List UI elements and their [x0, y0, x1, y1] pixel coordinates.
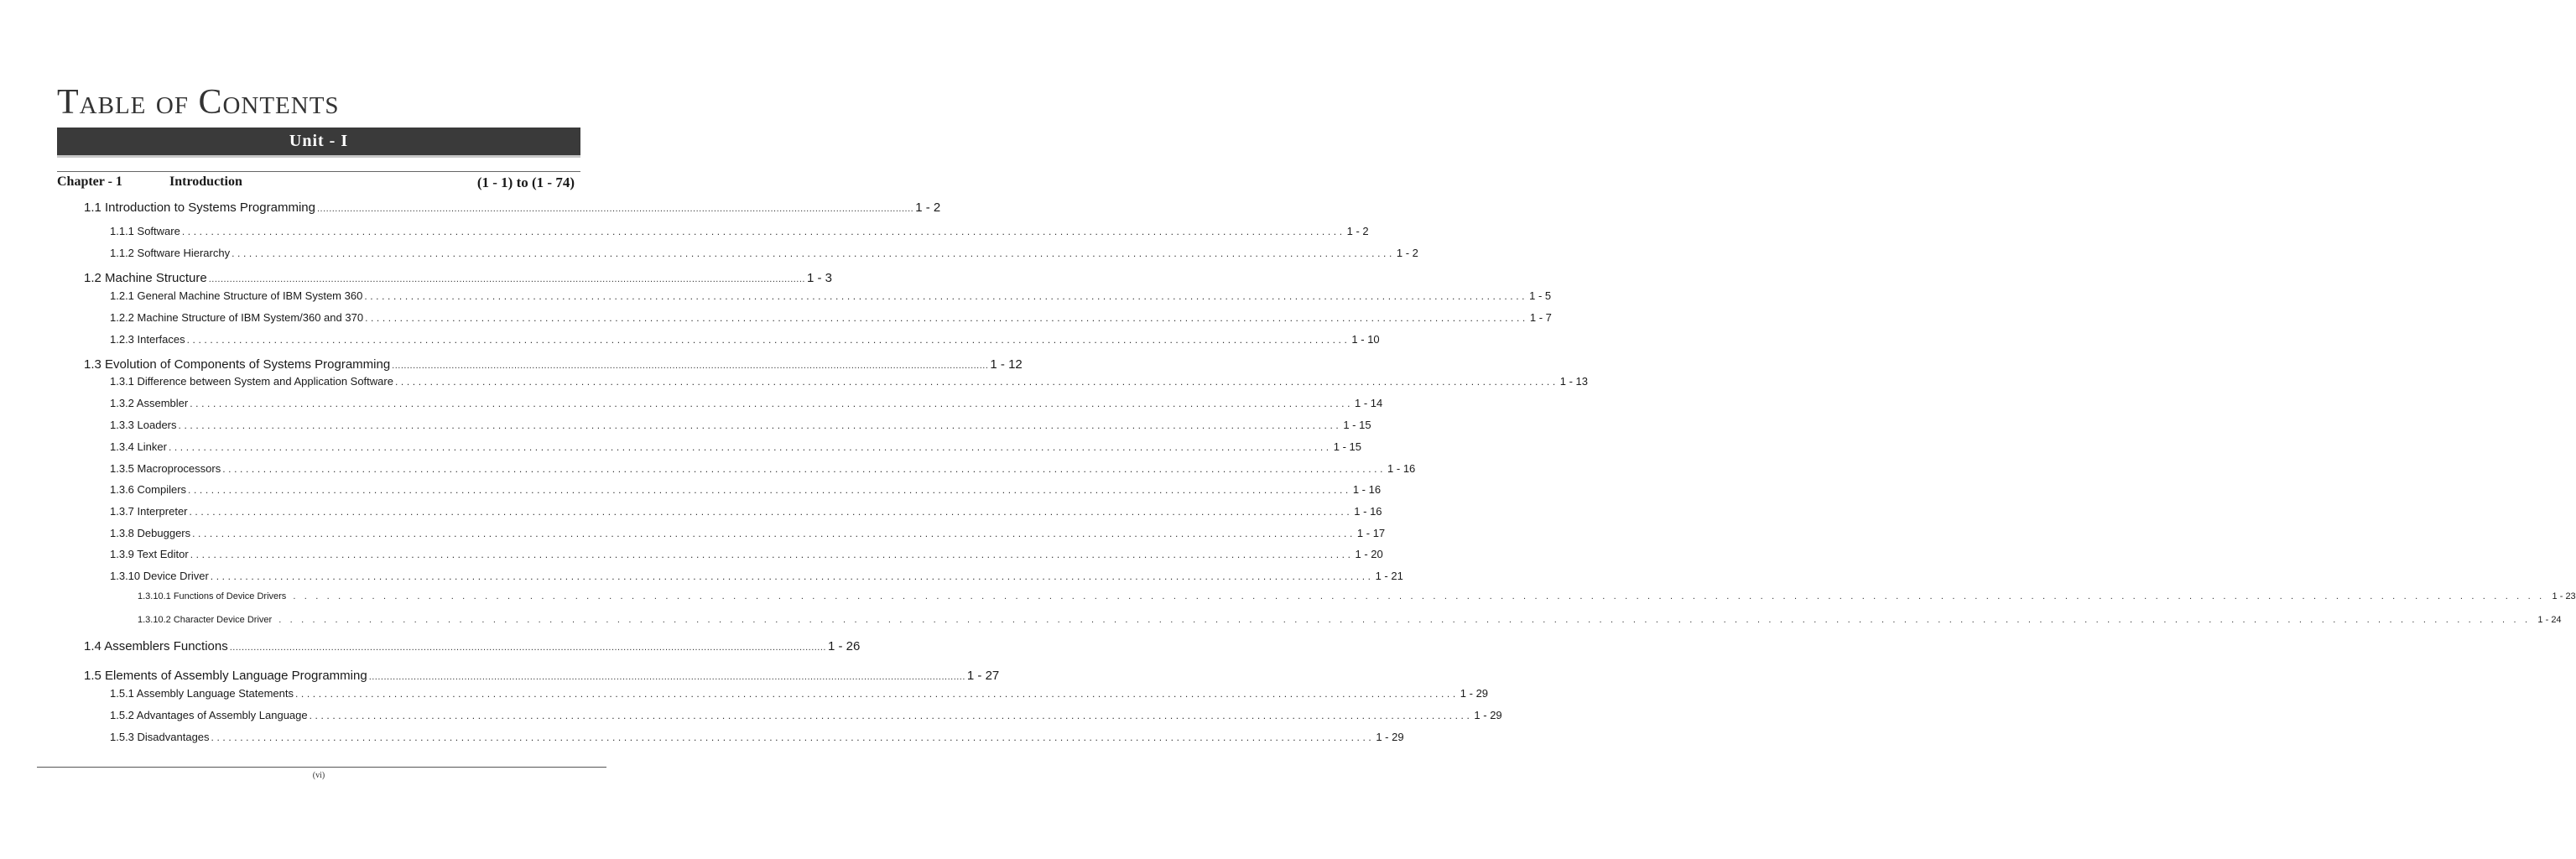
toc-entry — [110, 375, 1589, 388]
footer-rule — [37, 767, 606, 768]
toc-entry-page: 1 - 26 — [827, 639, 861, 653]
toc-entry — [110, 462, 1416, 475]
toc-entry — [84, 639, 861, 653]
toc-entry-title: 1.5 Elements of Assembly Language Programming — [84, 669, 367, 683]
toc-entry — [138, 591, 2576, 601]
toc-entry-page: 1 - 15 — [1333, 440, 1361, 453]
toc-entry-title: 1.1 Introduction to Systems Programming — [84, 200, 315, 215]
toc-entry-title: 1.5.3 Disadvantages — [110, 731, 210, 743]
toc-entry-page: 1 - 20 — [1355, 548, 1383, 560]
toc-entry-page: 1 - 3 — [806, 271, 832, 285]
toc-entry-title: 1.3.8 Debuggers — [110, 527, 191, 539]
toc-entry-title: 1.3.10.2 Character Device Driver — [138, 615, 273, 625]
toc-leader-dots: ........................................................................................................................................................................................................ — [211, 731, 1375, 743]
toc-entry — [84, 200, 941, 215]
toc-entry-title: 1.1.1 Software — [110, 225, 180, 237]
toc-entry — [110, 731, 1404, 743]
toc-leader-dots: ........................................................................................................................................................................................................ — [294, 688, 1459, 700]
toc-entry — [110, 247, 1418, 259]
toc-leader-dots: ........................................................................................................................................................................................................ — [368, 672, 965, 682]
toc-entry — [110, 289, 1552, 302]
toc-entry-title: 1.3.3 Loaders — [110, 419, 177, 431]
toc-leader-dots: ........................................................................................................................................................................................................ — [178, 419, 1342, 431]
toc-entry-page: 1 - 2 — [915, 200, 941, 215]
toc-entry-title: 1.2.1 General Machine Structure of IBM System 360 — [110, 289, 363, 302]
toc-entry-page: 1 - 27 — [966, 669, 1000, 683]
toc-entry-page: 1 - 16 — [1354, 505, 1382, 518]
chapter-number: Chapter - 1 — [57, 174, 122, 189]
toc-entry — [110, 333, 1380, 346]
toc-leader-dots: ........................................................................................................................................................................................................ — [394, 376, 1559, 388]
page-title: Table of Contents — [57, 83, 340, 122]
toc-entry — [110, 483, 1382, 496]
toc-entry — [84, 669, 1000, 683]
toc-entry-page: 1 - 23 — [2552, 591, 2576, 601]
toc-leader-dots: ........................................................................................................................................................................................................ — [168, 441, 1332, 453]
toc-leader-dots: ........................................................................................................................................................................................................ — [190, 549, 1354, 560]
toc-entry — [110, 397, 1383, 409]
toc-leader-dots: ........................................................................................................................................................................................................ — [190, 398, 1354, 409]
toc-entry-title: 1.3.10.1 Functions of Device Drivers — [138, 591, 287, 601]
toc-entry-title: 1.3.6 Compilers — [110, 483, 187, 496]
toc-entry-page: 1 - 21 — [1375, 570, 1403, 582]
toc-entry-title: 1.5.1 Assembly Language Statements — [110, 687, 294, 700]
toc-entry — [110, 505, 1382, 518]
toc-entry — [110, 687, 1489, 700]
toc-entry-page: 1 - 2 — [1396, 247, 1418, 259]
toc-entry — [138, 615, 2562, 625]
toc-entry — [110, 225, 1369, 237]
toc-entry-page: 1 - 24 — [2537, 615, 2562, 625]
toc-leader-dots: ........................................................................................................................................................................................................ — [293, 591, 2551, 601]
toc-entry-title: 1.2.3 Interfaces — [110, 333, 185, 346]
toc-entry-page: 1 - 29 — [1460, 687, 1489, 700]
toc-leader-dots: ........................................................................................................................................................................................................ — [210, 570, 1374, 582]
toc-entry-page: 1 - 13 — [1559, 375, 1589, 388]
toc-entry — [84, 271, 832, 285]
toc-entry-page: 1 - 16 — [1352, 483, 1382, 496]
toc-entry-page: 1 - 5 — [1529, 289, 1552, 302]
toc-entry-title: 1.1.2 Software Hierarchy — [110, 247, 231, 259]
toc-entry-page: 1 - 2 — [1346, 225, 1369, 237]
toc-entry — [84, 357, 1023, 372]
toc-entry-title: 1.2 Machine Structure — [84, 271, 207, 285]
toc-entry — [110, 311, 1552, 324]
toc-entry-title: 1.3.5 Macroprocessors — [110, 462, 221, 475]
chapter-name: Introduction — [169, 174, 242, 189]
toc-leader-dots: ........................................................................................................................................................................................................ — [364, 290, 1528, 302]
toc-leader-dots: ........................................................................................................................................................................................................ — [229, 643, 826, 653]
toc-leader-dots: ........................................................................................................................................................................................................ — [365, 312, 1528, 324]
toc-leader-dots: ........................................................................................................................................................................................................ — [222, 463, 1387, 475]
toc-entry-page: 1 - 17 — [1356, 527, 1386, 539]
toc-entry — [110, 709, 1502, 721]
toc-leader-dots: ........................................................................................................................................................................................................ — [309, 710, 1473, 721]
toc-entry-title: 1.3.2 Assembler — [110, 397, 189, 409]
toc-entry — [110, 527, 1386, 539]
toc-entry-page: 1 - 29 — [1474, 709, 1502, 721]
toc-entry-page: 1 - 14 — [1355, 397, 1383, 409]
toc-entry-title: 1.3.10 Device Driver — [110, 570, 209, 582]
toc-leader-dots: ........................................................................................................................................................................................................ — [192, 528, 1356, 539]
toc-leader-dots: ........................................................................................................................................................................................................ — [181, 226, 1345, 237]
toc-leader-dots: ........................................................................................................................................................................................................ — [189, 506, 1353, 518]
toc-entry-title: 1.4 Assemblers Functions — [84, 639, 228, 653]
toc-leader-dots: ........................................................................................................................................................................................................ — [392, 361, 989, 371]
toc-entry-page: 1 - 7 — [1529, 311, 1552, 324]
unit-banner — [57, 128, 580, 158]
toc-entry-title: 1.3 Evolution of Components of Systems Programming — [84, 357, 391, 372]
toc-leader-dots: ........................................................................................................................................................................................................ — [188, 484, 1351, 496]
toc-entry — [110, 548, 1383, 560]
page-folio: (vi) — [312, 771, 325, 780]
toc-entry-title: 1.5.2 Advantages of Assembly Language — [110, 709, 308, 721]
toc-leader-dots: ........................................................................................................................................................................................................ — [316, 204, 914, 214]
chapter-heading — [57, 171, 580, 193]
toc-leader-dots: ........................................................................................................................................................................................................ — [186, 334, 1350, 346]
toc-entry-title: 1.2.2 Machine Structure of IBM System/360 and 370 — [110, 311, 364, 324]
chapter-page-range: (1 - 1) to (1 - 74) — [476, 174, 575, 190]
toc-entry-title: 1.3.7 Interpreter — [110, 505, 188, 518]
toc-entry-page: 1 - 16 — [1387, 462, 1416, 475]
toc-entry — [110, 570, 1403, 582]
toc-entry — [110, 440, 1361, 453]
toc-entry-title: 1.3.4 Linker — [110, 440, 167, 453]
toc-entry — [110, 419, 1371, 431]
toc-entry-title: 1.3.9 Text Editor — [110, 548, 189, 560]
toc-leader-dots: ........................................................................................................................................................................................................ — [208, 274, 805, 284]
toc-entry-title: 1.3.1 Difference between System and Application Software — [110, 375, 393, 388]
toc-entry-page: 1 - 15 — [1343, 419, 1371, 431]
toc-entry-page: 1 - 10 — [1351, 333, 1380, 346]
unit-label: Unit - I — [289, 132, 349, 150]
toc-leader-dots: ........................................................................................................................................................................................................ — [232, 247, 1395, 259]
toc-leader-dots: ........................................................................................................................................................................................................ — [278, 615, 2537, 625]
toc-entry-page: 1 - 12 — [990, 357, 1023, 372]
toc-entry-page: 1 - 29 — [1376, 731, 1404, 743]
